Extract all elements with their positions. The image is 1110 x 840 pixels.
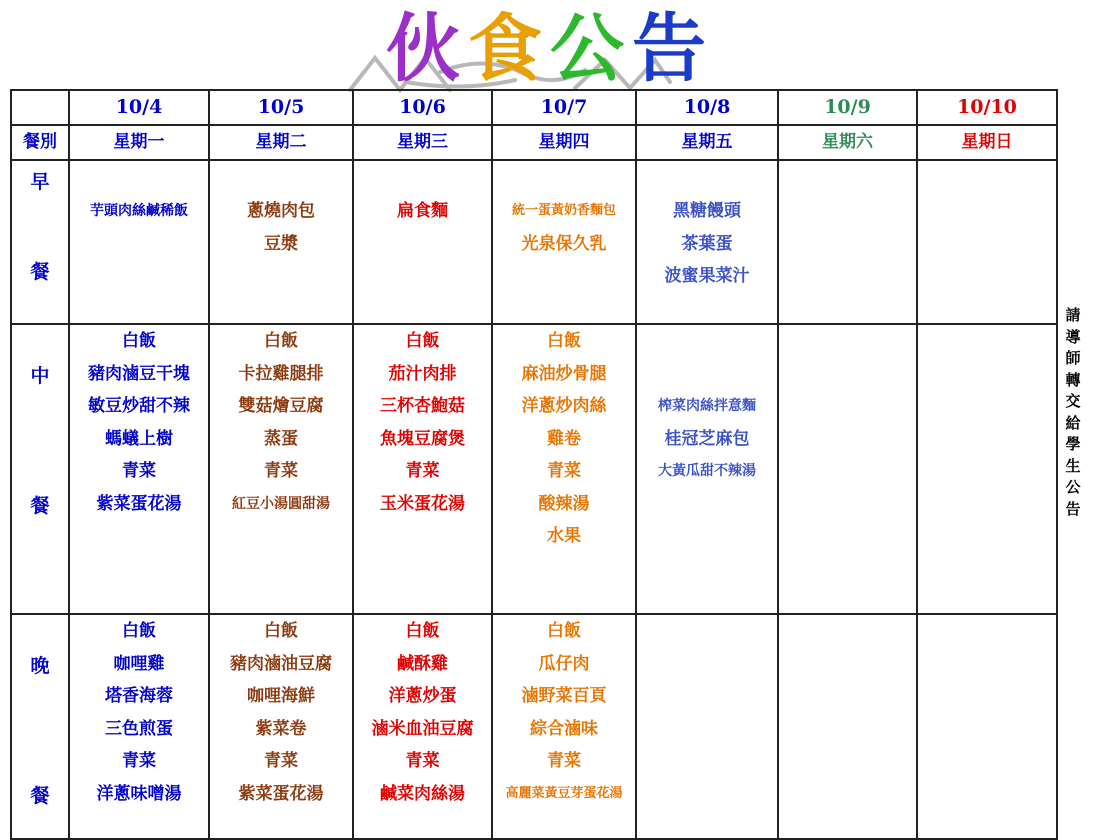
meal-item: 白飯 <box>405 331 440 351</box>
dinner-label-bottom: 餐 <box>30 785 50 807</box>
dinner-mon <box>69 614 209 839</box>
meal-item: 白飯 <box>122 621 156 641</box>
side-note-char: 生 <box>1065 456 1081 475</box>
weekday-mon: 星期一 <box>69 125 209 160</box>
dinner-thu <box>492 614 636 839</box>
breakfast-thu <box>492 160 636 324</box>
meal-item: 白飯 <box>547 621 581 641</box>
meal-item: 白飯 <box>547 331 581 351</box>
meal-item: 滷米血油豆腐 <box>371 718 474 739</box>
weekday-tue: 星期二 <box>209 125 353 160</box>
meal-column-header: 餐別 <box>11 125 69 160</box>
meal-item: 豆漿 <box>264 233 298 254</box>
meal-item: 高麗菜黃豆芽蛋花湯 <box>505 785 623 801</box>
meal-item: 紫菜蛋花湯 <box>96 493 182 514</box>
meal-item: 青菜 <box>122 461 156 481</box>
lunch-mon <box>69 324 209 614</box>
meal-item: 光泉保久乳 <box>521 233 607 254</box>
meal-item: 青菜 <box>405 751 440 771</box>
meal-item: 綜合滷味 <box>530 718 598 739</box>
date-thu: 10/7 <box>492 90 636 125</box>
title-char-2: 食 <box>468 6 542 92</box>
lunch-label-cell <box>11 324 69 614</box>
meal-item: 大黃瓜甜不辣湯 <box>658 463 756 479</box>
meal-item: 青菜 <box>264 461 298 481</box>
meal-item: 三色煎蛋 <box>105 718 173 739</box>
dinner-tue <box>209 614 353 839</box>
side-note-char: 公 <box>1065 478 1081 496</box>
meal-item: 螞蟻上樹 <box>105 428 173 449</box>
dinner-sat <box>778 614 917 839</box>
date-sat: 10/9 <box>778 90 917 125</box>
meal-item: 鹹菜肉絲湯 <box>380 783 465 804</box>
meal-item: 洋蔥味噌湯 <box>96 783 182 804</box>
corner-cell <box>11 90 69 125</box>
meal-item: 咖哩海鮮 <box>247 686 315 706</box>
meal-item: 洋蔥炒肉絲 <box>521 396 607 416</box>
side-note-char: 師 <box>1065 349 1081 367</box>
title-char-4: 告 <box>632 6 706 92</box>
dinner-label-top: 晚 <box>30 655 50 677</box>
weekday-fri: 星期五 <box>636 125 778 160</box>
meal-item: 敏豆炒甜不辣 <box>88 396 190 416</box>
meal-item: 波蜜果菜汁 <box>664 266 750 286</box>
meal-item: 芋頭肉絲鹹稀飯 <box>90 203 188 219</box>
lunch-wed <box>353 324 492 614</box>
weekday-sun: 星期日 <box>917 125 1057 160</box>
meal-item: 白飯 <box>264 331 298 351</box>
meal-item: 麻油炒骨腿 <box>521 363 607 384</box>
meal-item: 黑糖饅頭 <box>673 201 741 221</box>
side-note <box>1063 305 1083 520</box>
meal-item: 紫菜蛋花湯 <box>238 783 324 804</box>
date-tue: 10/5 <box>209 90 353 125</box>
breakfast-sun <box>917 160 1057 324</box>
meal-item: 蒸蛋 <box>264 428 298 449</box>
meal-item: 酸辣湯 <box>538 493 590 514</box>
side-note-char: 交 <box>1065 392 1081 410</box>
date-sun: 10/10 <box>917 90 1057 125</box>
meal-item: 青菜 <box>122 751 156 771</box>
meal-item: 紅豆小湯圓甜湯 <box>232 495 330 512</box>
breakfast-wed <box>353 160 492 324</box>
weekday-row <box>11 125 1057 160</box>
meal-item: 洋蔥炒蛋 <box>388 686 457 706</box>
meal-item: 蔥燒肉包 <box>247 201 315 221</box>
meal-item: 鹹酥雞 <box>397 653 448 674</box>
meal-item: 魚塊豆腐煲 <box>380 428 465 449</box>
page-title <box>382 4 710 94</box>
lunch-sun <box>917 324 1057 614</box>
breakfast-tue <box>209 160 353 324</box>
meal-item: 滷野菜百頁 <box>521 686 607 706</box>
meal-item: 榨菜肉絲拌意麵 <box>658 398 756 414</box>
meal-item: 青菜 <box>405 461 440 481</box>
title-char-1: 伙 <box>386 6 460 92</box>
breakfast-label-bottom: 餐 <box>30 261 50 283</box>
meal-item: 扁食麵 <box>397 201 448 221</box>
lunch-sat <box>778 324 917 614</box>
meal-item: 白飯 <box>405 621 440 641</box>
meal-item: 塔香海蓉 <box>105 686 173 706</box>
side-note-char: 學 <box>1065 435 1081 453</box>
menu-table <box>10 89 1058 840</box>
breakfast-label-cell <box>11 160 69 324</box>
meal-item: 豬肉滷豆干塊 <box>88 363 190 384</box>
meal-item: 豬肉滷油豆腐 <box>230 653 332 674</box>
breakfast-label-top: 早 <box>30 171 50 193</box>
breakfast-sat <box>778 160 917 324</box>
lunch-tue <box>209 324 353 614</box>
lunch-label-top: 中 <box>30 365 50 387</box>
side-note-char: 轉 <box>1065 370 1081 389</box>
lunch-thu <box>492 324 636 614</box>
meal-item: 三杯杏鮑菇 <box>380 396 465 416</box>
meal-item: 茶葉蛋 <box>681 233 733 254</box>
breakfast-mon <box>69 160 209 324</box>
date-wed: 10/6 <box>353 90 492 125</box>
dinner-fri <box>636 614 778 839</box>
title-char-3: 公 <box>550 6 624 92</box>
weekday-sat: 星期六 <box>778 125 917 160</box>
meal-item: 青菜 <box>264 751 298 771</box>
title-banner <box>0 0 1110 90</box>
weekday-thu: 星期四 <box>492 125 636 160</box>
meal-item: 咖哩雞 <box>113 653 165 674</box>
meal-item: 茄汁肉排 <box>388 363 457 384</box>
meal-item: 水果 <box>547 526 581 546</box>
dinner-row <box>11 614 1057 839</box>
date-row <box>11 90 1057 125</box>
meal-item: 卡拉雞腿排 <box>238 363 324 384</box>
meal-item: 雙菇燴豆腐 <box>238 396 324 416</box>
side-note-char: 告 <box>1065 499 1081 518</box>
date-fri: 10/8 <box>636 90 778 125</box>
meal-item: 瓜仔肉 <box>538 653 590 674</box>
side-note-char: 給 <box>1065 413 1081 432</box>
breakfast-row <box>11 160 1057 324</box>
dinner-sun <box>917 614 1057 839</box>
meal-item: 青菜 <box>547 461 581 481</box>
date-mon: 10/4 <box>69 90 209 125</box>
meal-item: 雞卷 <box>547 428 581 449</box>
meal-item: 桂冠芝麻包 <box>664 428 750 449</box>
breakfast-fri <box>636 160 778 324</box>
meal-item: 紫菜卷 <box>255 718 307 739</box>
dinner-wed <box>353 614 492 839</box>
lunch-label-bottom: 餐 <box>30 495 50 517</box>
side-note-char: 請 <box>1065 306 1081 324</box>
meal-item: 白飯 <box>264 621 298 641</box>
meal-item: 青菜 <box>547 751 581 771</box>
dinner-label-cell <box>11 614 69 839</box>
meal-item: 統一蛋黃奶香麵包 <box>511 203 616 218</box>
lunch-row <box>11 324 1057 614</box>
side-note-char: 導 <box>1065 327 1081 346</box>
meal-item: 白飯 <box>122 331 156 351</box>
meal-item: 玉米蛋花湯 <box>380 493 465 514</box>
weekday-wed: 星期三 <box>353 125 492 160</box>
lunch-fri <box>636 324 778 614</box>
